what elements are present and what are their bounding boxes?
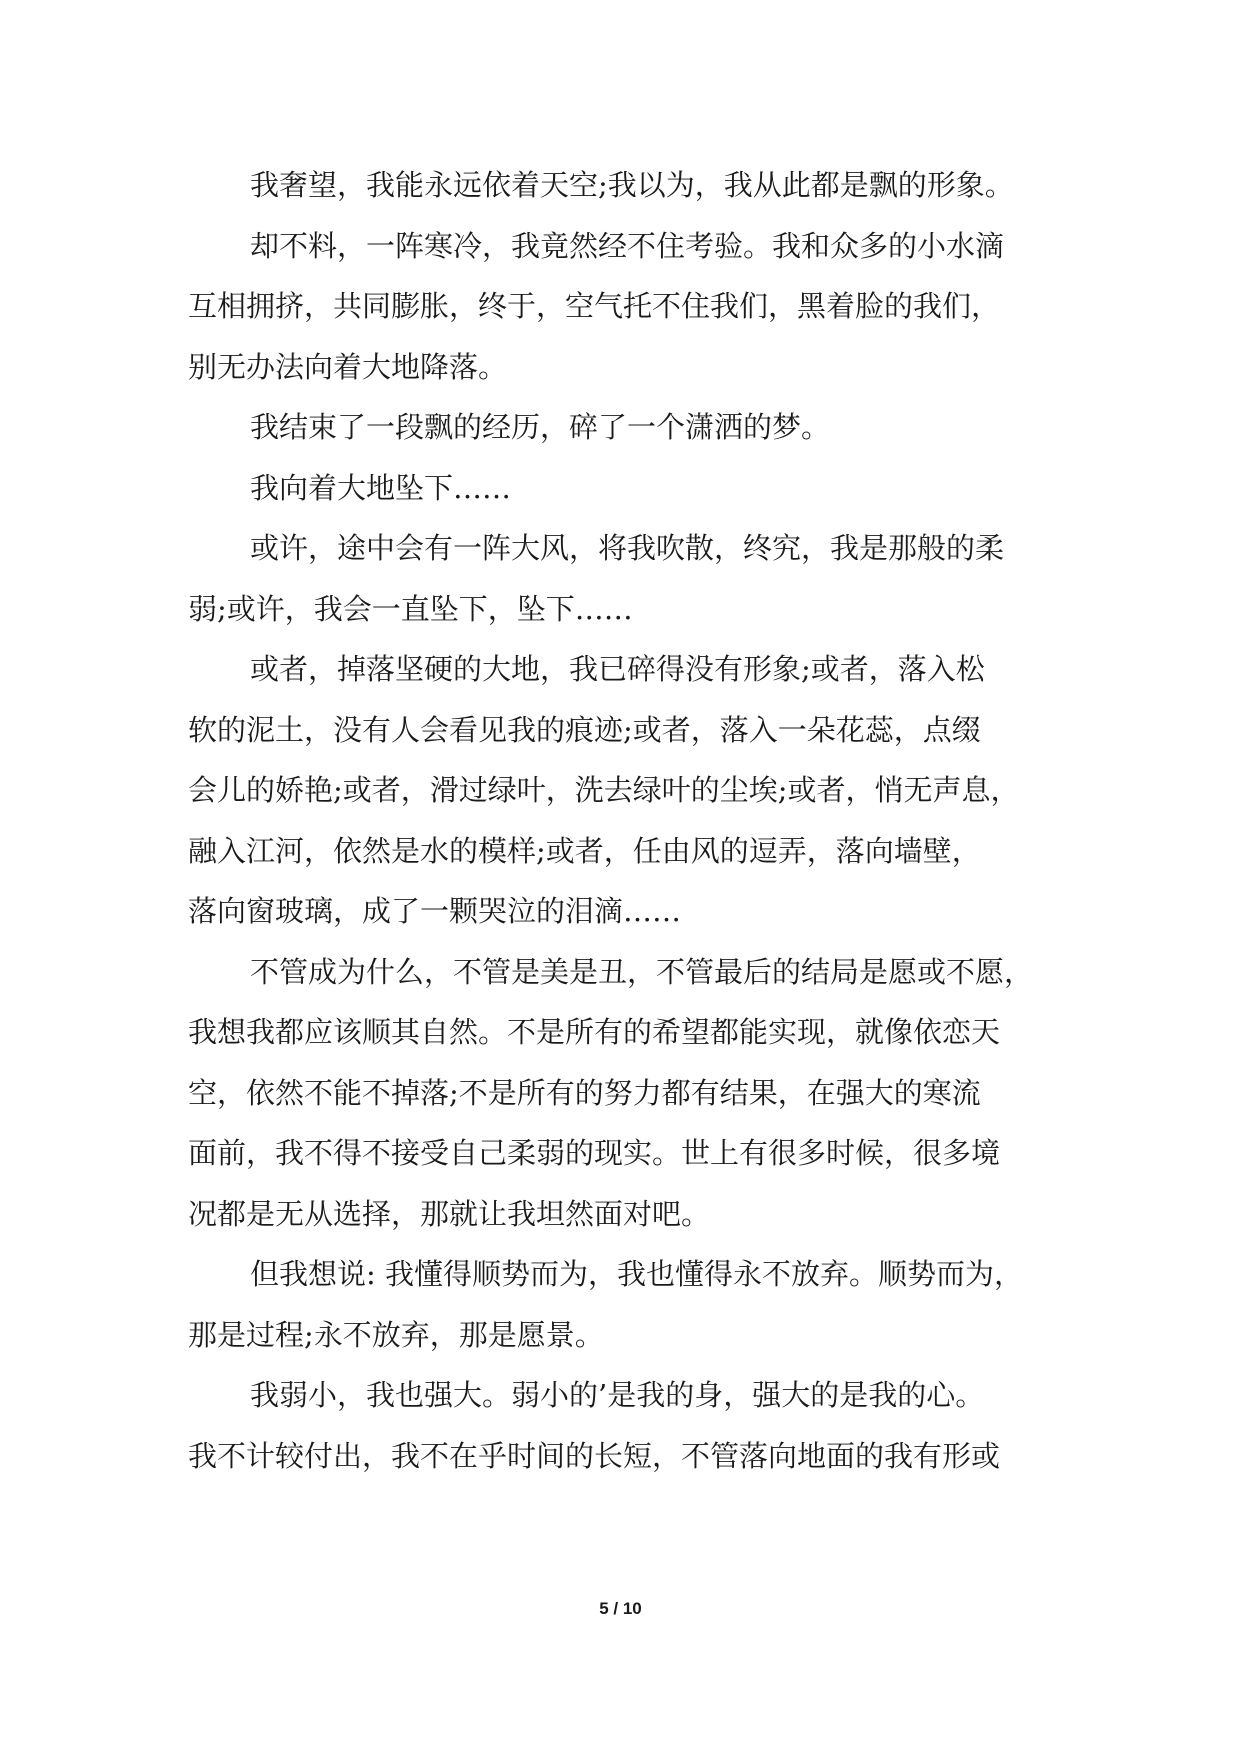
paragraph [188, 518, 1088, 639]
paragraph-line: 软的泥土，没有人会看见我的痕迹;或者，落入一朵花蕊，点缀 [188, 712, 981, 747]
paragraph-line: 但我想说: 我懂得顺势而为，我也懂得永不放弃。顺势而为， [250, 1257, 1023, 1291]
paragraph-line: 我向着大地坠下…… [250, 470, 512, 505]
paragraph [188, 458, 1088, 519]
paragraph [188, 155, 1088, 216]
paragraph-line: 我弱小，我也强大。弱小的’是我的身，强大的是我的心。 [250, 1378, 985, 1412]
paragraph-line: 我奢望，我能永远依着天空;我以为，我从此都是飘的形象。 [250, 168, 1014, 202]
paragraph [188, 216, 1088, 398]
paragraph-line: 别无办法向着大地降落。 [188, 349, 508, 384]
paragraph-line: 面前，我不得不接受自己柔弱的现实。世上有很多时候，很多境 [188, 1136, 1001, 1170]
paragraph-line: 我不计较付出，我不在乎时间的长短，不管落向地面的我有形或 [188, 1438, 1001, 1473]
paragraph-line: 或许，途中会有一阵大风，将我吹散，终究，我是那般的柔 [250, 531, 1005, 565]
paragraph-line: 我想我都应该顺其自然。不是所有的希望都能实现，就像依恋天 [188, 1015, 1001, 1049]
paragraph-line: 互相拥挤，共同膨胀，终于，空气托不住我们，黑着脸的我们， [188, 289, 1001, 323]
paragraph-line: 那是过程;永不放弃，那是愿景。 [188, 1317, 604, 1352]
paragraph [188, 1244, 1088, 1365]
paragraph-line: 融入江河，依然是水的模样;或者，任由风的逗弄，落向墙壁， [188, 833, 981, 868]
paragraph-line: 会儿的娇艳;或者，滑过绿叶，洗去绿叶的尘埃;或者，悄无声息， [188, 773, 1020, 807]
paragraph [188, 1365, 1088, 1486]
paragraph-line: 弱;或许，我会一直坠下，坠下…… [188, 591, 633, 626]
paragraph-line: 空，依然不能不掉落;不是所有的努力都有结果，在强大的寒流 [188, 1075, 981, 1110]
paragraph [188, 942, 1088, 1245]
page-number: 5 / 10 [599, 1599, 642, 1618]
paragraph-line: 不管成为什么，不管是美是丑，不管最后的结局是愿或不愿， [250, 954, 1034, 989]
paragraph [188, 639, 1088, 942]
paragraph-line: 我结束了一段飘的经历，碎了一个潇洒的梦。 [250, 410, 831, 444]
body-text [188, 155, 1088, 1486]
paragraph [188, 397, 1088, 458]
paragraph-line: 落向窗玻璃，成了一颗哭泣的泪滴…… [188, 894, 682, 928]
paragraph-line: 却不料，一阵寒冷，我竟然经不住考验。我和众多的小水滴 [250, 228, 1005, 263]
paragraph-line: 或者，掉落坚硬的大地，我已碎得没有形象;或者，落入松 [250, 652, 985, 686]
paragraph-line: 况都是无从选择，那就让我坦然面对吧。 [188, 1196, 711, 1231]
